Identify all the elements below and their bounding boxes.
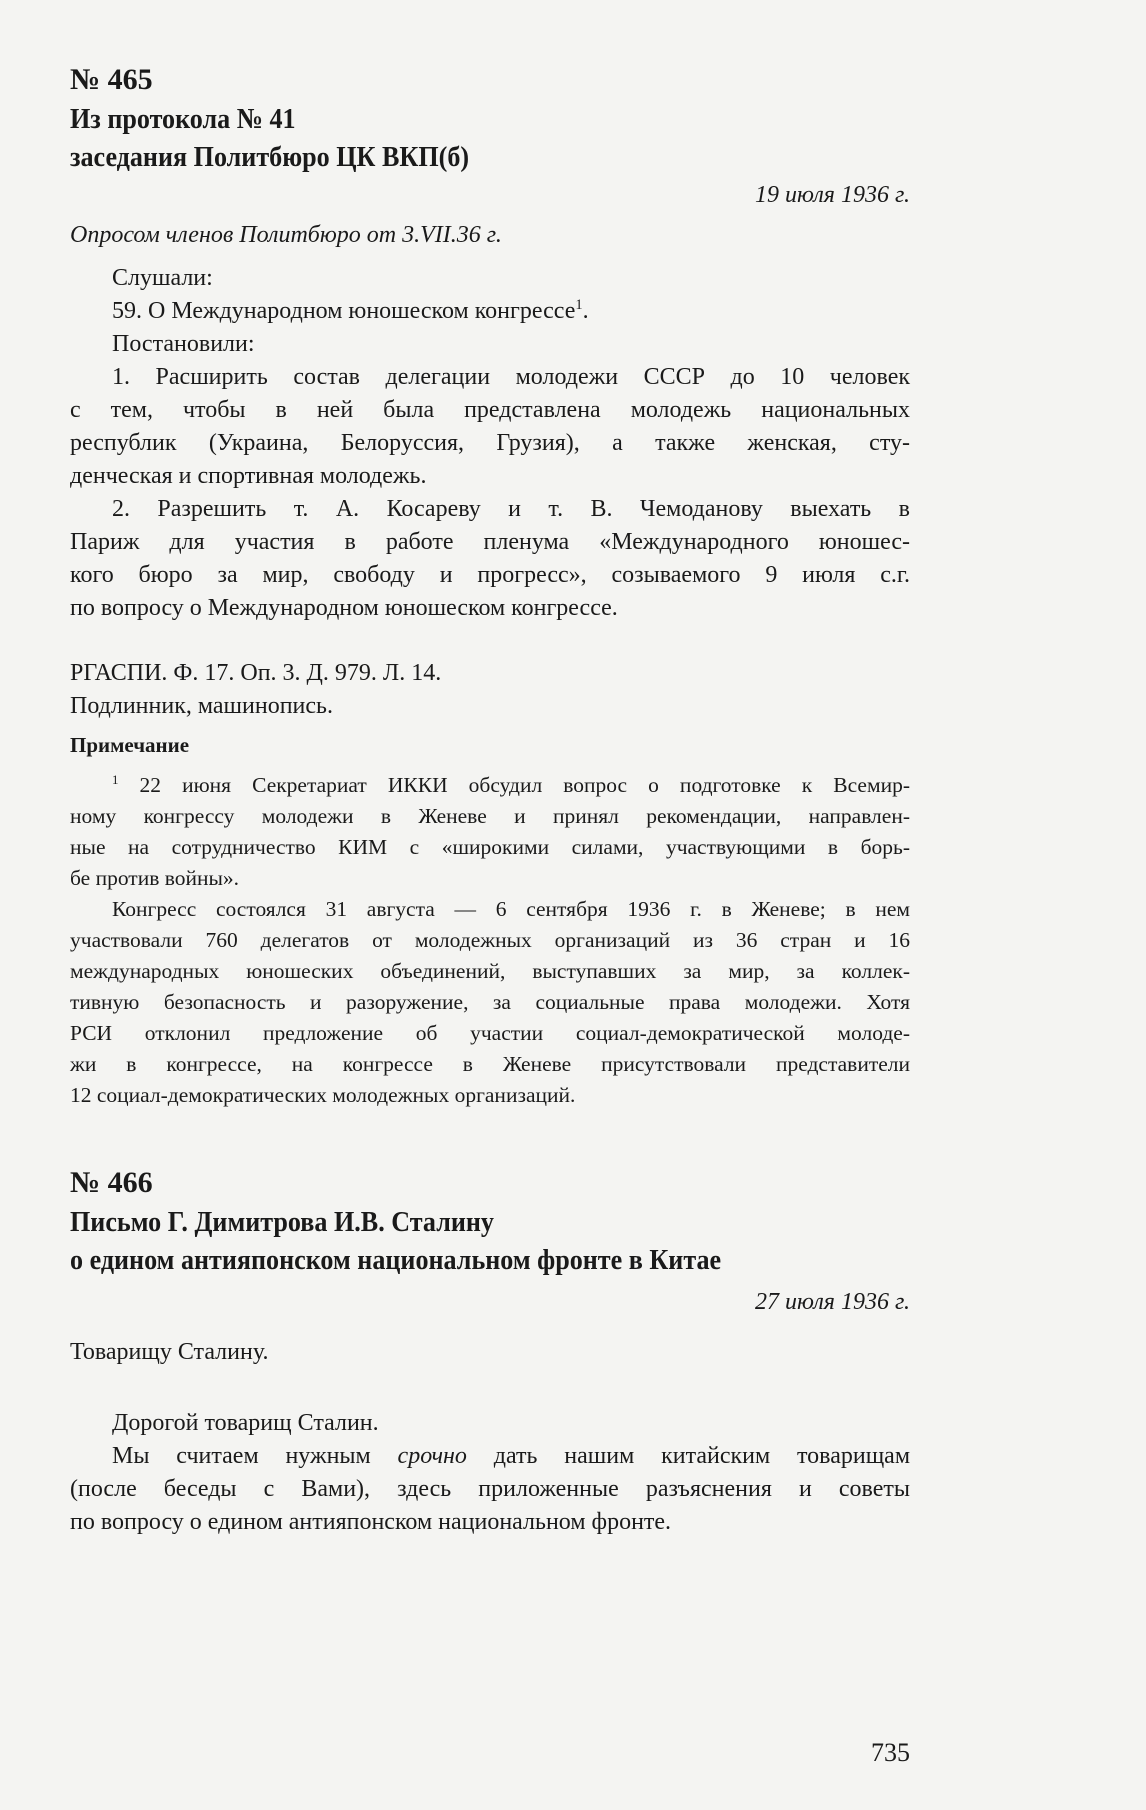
footnotes: $^1$ 22 июня Секретариат ИККИ обсудил вопрос о подготовке к Всемир- ному конгрессу молодежи в Женеве и принял рекомендации, направлен- ные на сотрудничество КИМ с «широкими силами, участвующими в борь- бе против войны». Конгресс состоялся 31 августа — 6 сентября 1936 г. в Женеве; в нем участвовали 760 делегатов от молодежных организаций из 36 стран и 16 международных юношеских объединений, выступавших за мир, за коллек- тивную безопасность и разоружение, за социальные права молодежи. Хотя РСИ отклонил предложение об участии социал-демократической молоде- жи в конгрессе, на конгрессе в Женеве присутствовали представители 12 социал-демократических молодежных организаций. [70,770,910,1111]
addressee: Товарищу Сталину. [70,1339,269,1365]
document-date: 19 июля 1936 г. [755,182,910,208]
letter-paragraph: Мы считаем нужным срочно дать нашим китайским товарищам (после беседы с Вами), здесь приложенные разъяснения и советы по вопросу о едином антияпонском национальном фронте. [70,1443,911,1535]
resolution-2: 2. Разрешить т. А. Косареву и т. В. Чемоданову выехать в Париж для участия в работе пленума «Международного юношес- кого бюро за мир, свободу и прогресс», созываемого 9 июля с.г. по вопросу о Международном юношеском конгрессе. [70,496,910,621]
emphasis: срочно [397,1443,467,1469]
footnote-1: $^1$ 22 июня Секретариат ИККИ обсудил вопрос о подготовке к Всемир- [112,772,910,797]
resolution-1: 1. Расширить состав делегации молодежи СССР до 10 человек с тем, чтобы в ней была представлена молодежь национальных республик (Украина, Белоруссия, Грузия), а также женская, сту- денческая и спортивная молодежь. [70,364,910,489]
document-number: № 465 [70,63,153,96]
notes-heading: Примечание [70,733,190,757]
salutation: Дорогой товарищ Сталин. [112,1410,379,1436]
agenda-item: 59. О Международном юношеском конгрессе$^1$. [112,297,589,324]
footnote-mark: 1 [575,297,583,313]
archive-reference: РГАСПИ. Ф. 17. Оп. 3. Д. 979. Л. 14. [70,660,442,686]
title-line: о едином антияпонском национальном фронте в Китае [70,1244,722,1276]
heard-label: Слушали: [112,265,213,291]
title-line: Письмо Г. Димитрова И.В. Сталину [70,1206,494,1238]
title-line: заседания Политбюро ЦК ВКП(б) [70,141,470,173]
document-number: № 466 [70,1166,153,1199]
document-title [70,100,910,176]
document-page [70,60,910,1539]
document-title [70,1203,910,1279]
original-note: Подлинник, машинопись. [70,693,333,719]
page-number: 735 [871,1738,910,1767]
document-date: 27 июля 1936 г. [755,1289,910,1315]
resolved-label: Постановили: [112,331,255,357]
title-line: Из протокола № 41 [70,103,296,135]
poll-line: Опросом членов Политбюро от 3.VII.36 г. [70,222,502,248]
